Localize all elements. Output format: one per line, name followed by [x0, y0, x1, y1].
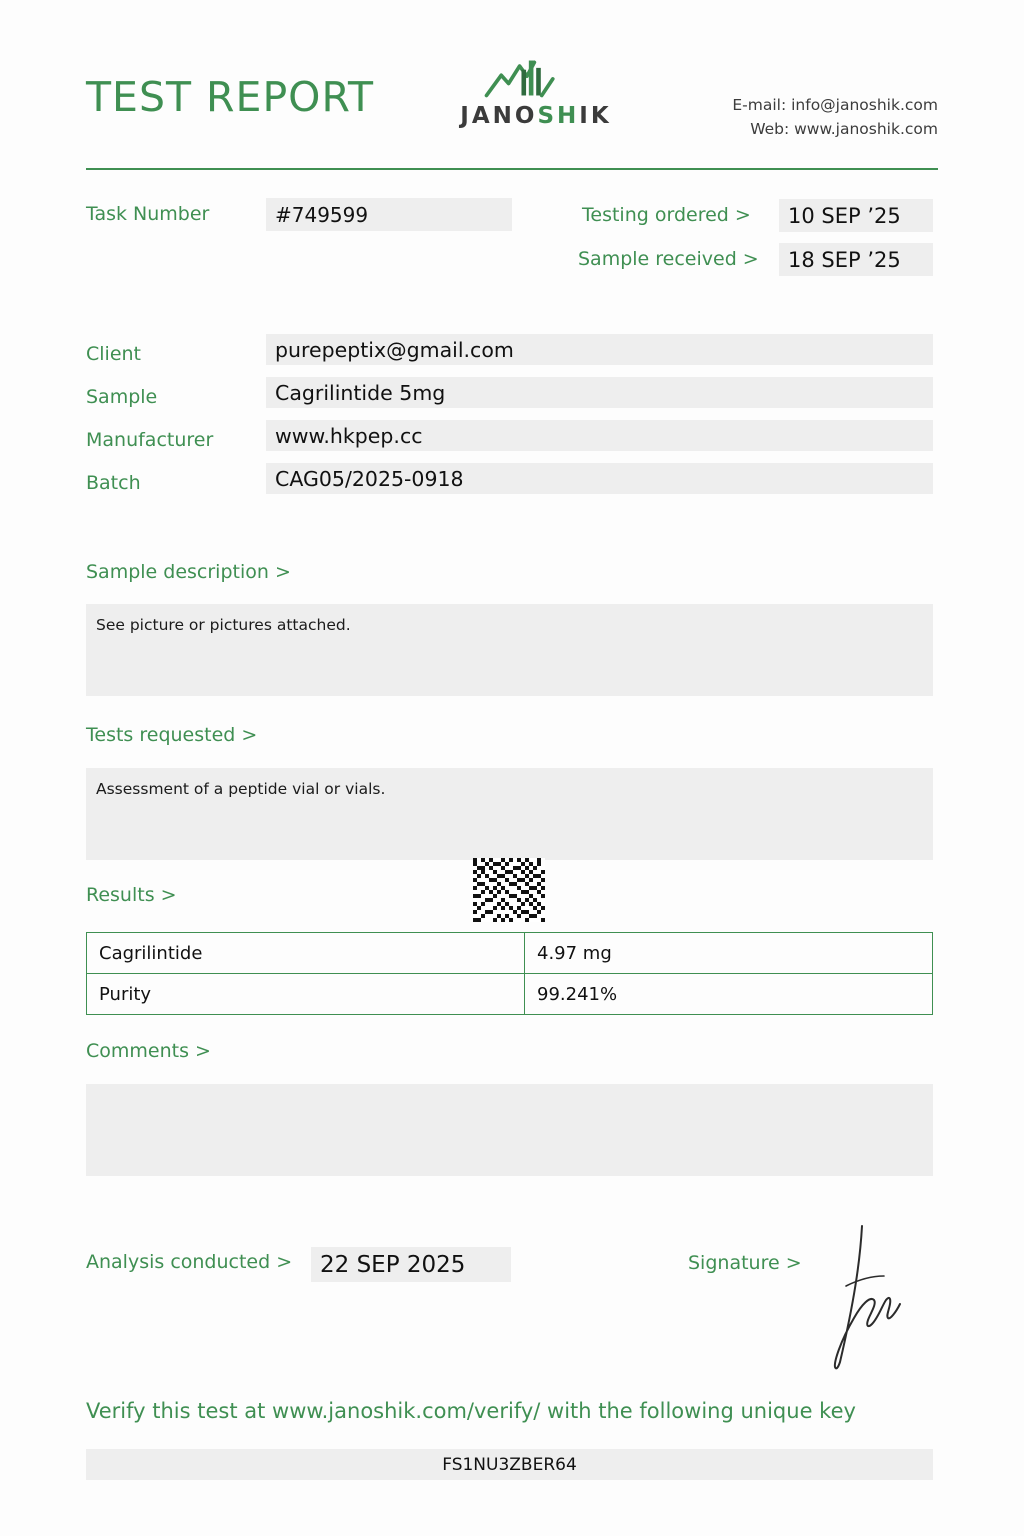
contact-info — [732, 93, 938, 141]
results-title: Results > — [86, 884, 177, 906]
sample-value: Cagrilintide 5mg — [266, 377, 933, 408]
testing-ordered-value: 10 SEP ’25 — [779, 199, 933, 232]
client-value: purepeptix@gmail.com — [266, 334, 933, 365]
result-value: 99.241% — [525, 974, 933, 1015]
sample-description-title: Sample description > — [86, 561, 291, 583]
testing-ordered-label: Testing ordered > — [582, 204, 751, 226]
signature-icon — [824, 1222, 934, 1372]
sample-description-box — [86, 604, 933, 696]
results-table — [86, 932, 933, 1015]
table-row — [87, 933, 933, 974]
contact-email: E-mail: info@janoshik.com — [732, 96, 938, 114]
janoshik-logo — [436, 55, 636, 129]
comments-box — [86, 1084, 933, 1176]
contact-web: Web: www.janoshik.com — [750, 120, 938, 139]
client-label: Client — [86, 343, 142, 365]
page-title: TEST REPORT — [86, 73, 374, 121]
batch-value: CAG05/2025-0918 — [266, 463, 933, 494]
tests-requested-title: Tests requested > — [86, 724, 258, 746]
sample-description-text: See picture or pictures attached. — [96, 616, 351, 634]
task-number-label: Task Number — [86, 203, 210, 225]
manufacturer-label: Manufacturer — [86, 429, 214, 451]
result-value: 4.97 mg — [525, 933, 933, 974]
sample-label: Sample — [86, 386, 158, 408]
task-number-value: #749599 — [266, 198, 512, 231]
verify-instruction: Verify this test at www.janoshik.com/verify/ with the following unique key — [86, 1399, 856, 1423]
analysis-conducted-label: Analysis conducted > — [86, 1251, 293, 1273]
sample-received-value: 18 SEP ’25 — [779, 243, 933, 276]
comments-text — [86, 1084, 933, 1096]
report-header — [86, 55, 938, 165]
mountain-logo-icon — [481, 55, 591, 101]
comments-title: Comments > — [86, 1040, 211, 1062]
table-row — [87, 974, 933, 1015]
sample-received-label: Sample received > — [578, 248, 759, 270]
result-name: Cagrilintide — [87, 933, 525, 974]
tests-requested-box — [86, 768, 933, 860]
batch-label: Batch — [86, 472, 141, 494]
header-divider — [86, 168, 938, 170]
tests-requested-text: Assessment of a peptide vial or vials. — [96, 780, 386, 798]
signature-label: Signature > — [688, 1252, 802, 1274]
qr-code-icon — [473, 858, 545, 922]
analysis-conducted-value: 22 SEP 2025 — [311, 1247, 511, 1282]
result-name: Purity — [87, 974, 525, 1015]
logo-wordmark: JANOSHIK — [460, 103, 612, 129]
manufacturer-value: www.hkpep.cc — [266, 420, 933, 451]
verify-key: FS1NU3ZBER64 — [86, 1449, 933, 1480]
